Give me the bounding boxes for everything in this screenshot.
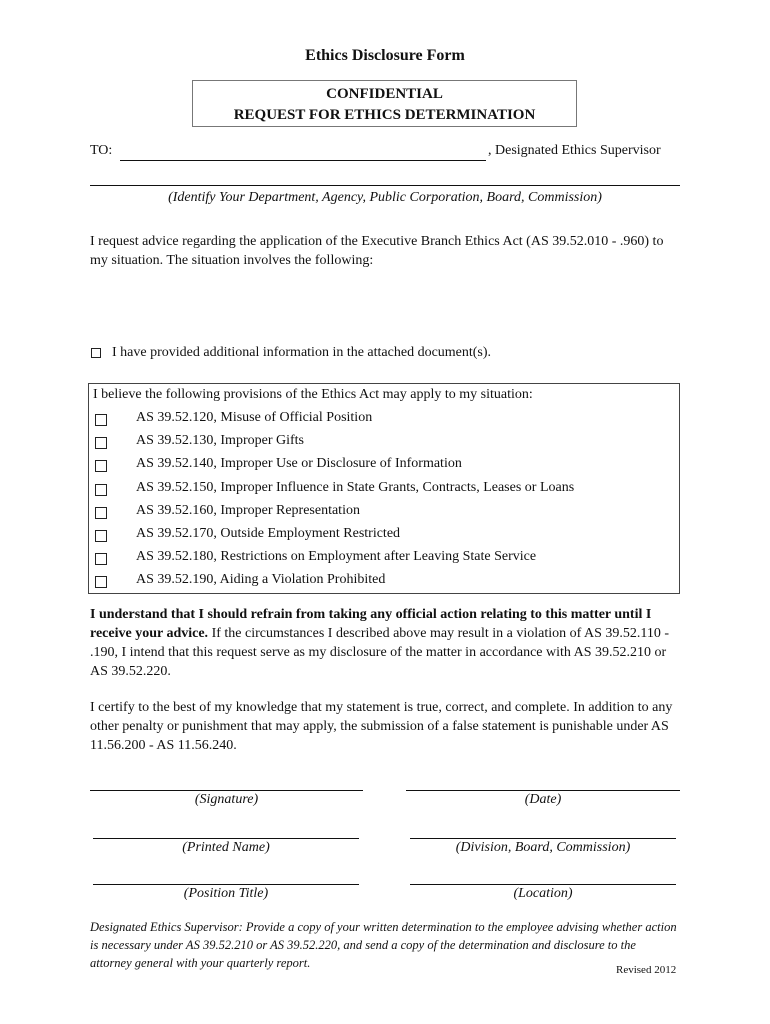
supervisor-name-field[interactable] xyxy=(120,160,486,161)
confidential-banner xyxy=(192,80,577,127)
date-line[interactable] xyxy=(406,790,680,791)
request-heading: REQUEST FOR ETHICS DETERMINATION xyxy=(233,107,536,123)
provision-item xyxy=(93,526,673,549)
understand-text: If the circumstances I described above may result in a violation of AS 39.52.110 - .190, I intend that this request serve as my disclosure of the matter in accordance with AS 39.52.210 or AS 39.52.220. xyxy=(90,626,670,679)
division-label: (Division, Board, Commission) xyxy=(455,840,631,855)
provision-checkbox[interactable] xyxy=(95,530,107,542)
provision-item xyxy=(93,503,673,526)
signature-label: (Signature) xyxy=(194,792,259,807)
provision-label: AS 39.52.170, Outside Employment Restricted xyxy=(136,526,401,541)
location-label: (Location) xyxy=(513,886,573,901)
provision-label: AS 39.52.120, Misuse of Official Position xyxy=(136,410,373,425)
attachment-label: I have provided additional information in the attached document(s). xyxy=(112,345,492,360)
division-line[interactable] xyxy=(410,838,676,839)
provision-checkbox[interactable] xyxy=(95,553,107,565)
signature-line[interactable] xyxy=(90,790,363,791)
position-title-label: (Position Title) xyxy=(183,886,269,901)
provision-item xyxy=(93,480,673,503)
provision-checkbox[interactable] xyxy=(95,414,107,426)
provision-label: AS 39.52.150, Improper Influence in State Grants, Contracts, Leases or Loans xyxy=(136,480,575,495)
confidential-heading: CONFIDENTIAL xyxy=(326,86,443,102)
provision-item xyxy=(93,549,673,572)
understand-bold-text: I understand that I should refrain from taking any official action relating to this matter until I receive your advice. xyxy=(90,607,652,641)
provision-label: AS 39.52.160, Improper Representation xyxy=(136,503,360,518)
provision-item xyxy=(93,456,673,479)
provision-label: AS 39.52.190, Aiding a Violation Prohibited xyxy=(136,572,386,587)
supervisor-suffix: , Designated Ethics Supervisor xyxy=(488,143,661,158)
position-title-line[interactable] xyxy=(93,884,359,885)
provision-checkbox[interactable] xyxy=(95,460,107,472)
provisions-intro: I believe the following provisions of the Ethics Act may apply to my situation: xyxy=(93,387,533,402)
department-field[interactable] xyxy=(90,185,680,186)
date-label: (Date) xyxy=(524,792,562,807)
certify-paragraph: I certify to the best of my knowledge that my statement is true, correct, and complete. In addition to any other penalty or punishment that may apply, the submission of a false statement is punishable under AS 11.56.200 - AS 11.56.240. xyxy=(90,700,673,753)
supervisor-instructions: Designated Ethics Supervisor: Provide a copy of your written determination to the employee advising whether action is necessary under AS 39.52.210 or AS 39.52.220, and send a copy of the determination and disclosure to the attorney general with your quarterly report. xyxy=(90,920,677,970)
attachment-checkbox[interactable] xyxy=(91,348,101,358)
request-paragraph: I request advice regarding the application of the Executive Branch Ethics Act (AS 39.52.010 - .960) to my situation. The situation involves the following: xyxy=(90,234,664,268)
provision-checkbox[interactable] xyxy=(95,437,107,449)
provision-item xyxy=(93,410,673,433)
provision-checkbox[interactable] xyxy=(95,576,107,588)
printed-name-label: (Printed Name) xyxy=(182,840,270,855)
provision-label: AS 39.52.130, Improper Gifts xyxy=(136,433,304,448)
provision-item xyxy=(93,572,673,595)
department-hint: (Identify Your Department, Agency, Public Corporation, Board, Commission) xyxy=(168,190,602,205)
provision-label: AS 39.52.140, Improper Use or Disclosure of Information xyxy=(136,456,462,471)
provision-item xyxy=(93,433,673,456)
provision-checkbox[interactable] xyxy=(95,484,107,496)
to-label: TO: xyxy=(90,143,113,158)
provision-checkbox[interactable] xyxy=(95,507,107,519)
provision-label: AS 39.52.180, Restrictions on Employment after Leaving State Service xyxy=(136,549,537,564)
printed-name-line[interactable] xyxy=(93,838,359,839)
revision-note: Revised 2012 xyxy=(616,964,677,976)
form-title: Ethics Disclosure Form xyxy=(305,47,465,64)
situation-field[interactable] xyxy=(90,275,680,335)
understand-paragraph xyxy=(90,605,680,681)
location-line[interactable] xyxy=(410,884,676,885)
